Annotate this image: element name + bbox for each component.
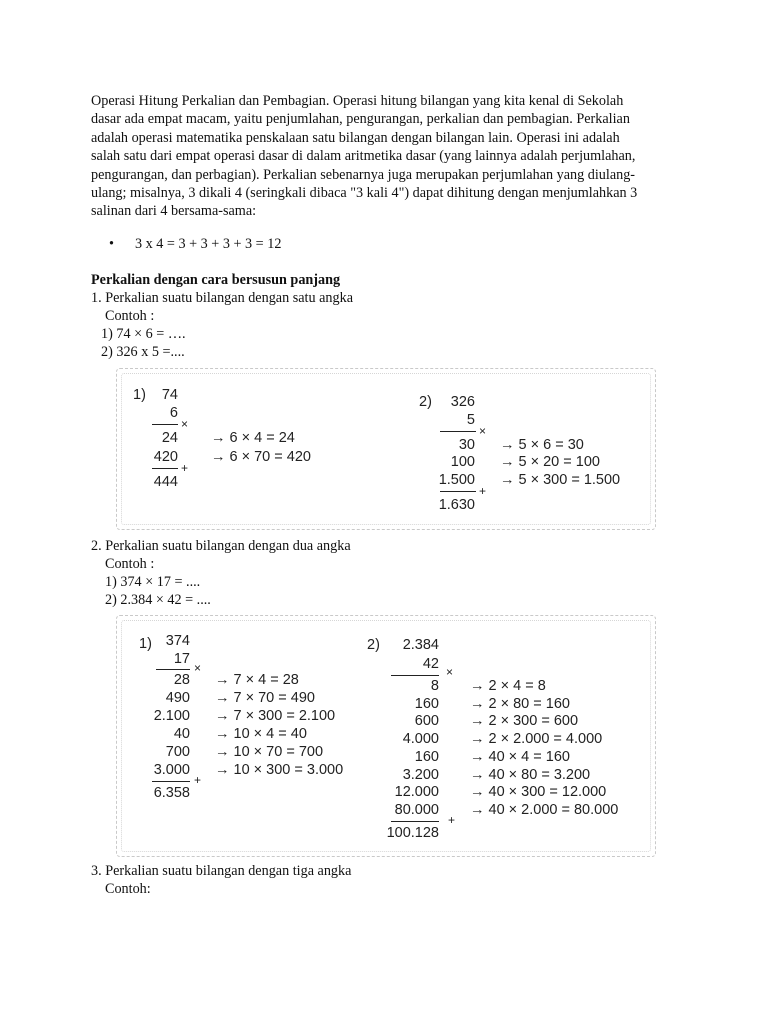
partial-product: 3.000 xyxy=(153,762,190,778)
partial-note: → 6 × 4 = 24 xyxy=(211,430,295,446)
partial-note: → 7 × 4 = 28 xyxy=(215,672,299,688)
partial-note: → 7 × 70 = 490 xyxy=(215,690,315,706)
partial-product: 490 xyxy=(165,690,190,706)
multiplicand: 326 xyxy=(450,394,475,410)
partial-product: 80.000 xyxy=(394,802,439,818)
partial-product: 700 xyxy=(165,744,190,760)
times-sign: × xyxy=(446,665,454,679)
intro-paragraph xyxy=(91,92,681,221)
partial-product: 12.000 xyxy=(394,784,439,800)
intro-line: dasar ada empat macam, yaitu penjumlahan, pengurangan, perkalian dan pembagian. Perkalian xyxy=(91,111,630,128)
intro-line: adalah operasi matematika penskalaan satu bilangan dengan bilangan lain. Operasi ini adalah xyxy=(91,129,620,146)
final-result: 100.128 xyxy=(386,825,439,841)
intro-line: salinan dari 4 bersama-sama: xyxy=(91,203,257,220)
partial-product: 24 xyxy=(161,430,178,446)
partial-product: 30 xyxy=(458,437,475,453)
partial-product: 100 xyxy=(450,454,475,470)
partial-product: 600 xyxy=(414,713,439,729)
final-result: 1.630 xyxy=(438,497,475,513)
multiplier: 17 xyxy=(173,651,190,667)
bullet-dot: • xyxy=(109,236,114,252)
partial-note: → 10 × 70 = 700 xyxy=(215,744,324,760)
partial-product: 160 xyxy=(414,696,439,712)
partial-product: 40 xyxy=(173,726,190,742)
partial-note: → 6 × 70 = 420 xyxy=(211,449,311,465)
partial-note: → 5 × 6 = 30 xyxy=(500,437,584,453)
partial-note: → 40 × 4 = 160 xyxy=(470,749,570,765)
multiply-rule xyxy=(152,424,178,425)
intro-line: ulang; misalnya, 3 dikali 4 (seringkali dibaca "3 kali 4") dapat dihitung dengan menjumlahkan 3 xyxy=(91,185,638,202)
partial-note: → 40 × 2.000 = 80.000 xyxy=(470,802,619,818)
example-label: 1) xyxy=(139,636,152,652)
partial-note: → 2 × 4 = 8 xyxy=(470,678,546,694)
section1-contoh: Contoh : xyxy=(105,308,155,324)
partial-product: 3.200 xyxy=(402,767,439,783)
partial-note: → 40 × 80 = 3.200 xyxy=(470,767,591,783)
example-label: 2) xyxy=(419,394,432,410)
section2-example-1: 1) 374 × 17 = .... xyxy=(105,574,201,590)
partial-product: 28 xyxy=(173,672,190,688)
section2-contoh: Contoh : xyxy=(105,556,155,572)
multiply-rule xyxy=(440,431,476,432)
plus-sign: + xyxy=(181,461,189,475)
sum-rule xyxy=(152,468,178,469)
partial-product: 1.500 xyxy=(438,472,475,488)
multiplicand: 74 xyxy=(161,387,178,403)
sum-rule xyxy=(152,781,190,782)
plus-sign: + xyxy=(194,773,202,787)
partial-product: 420 xyxy=(153,449,178,465)
plus-sign: + xyxy=(448,813,456,827)
partial-note: → 7 × 300 = 2.100 xyxy=(215,708,336,724)
final-result: 444 xyxy=(153,474,178,490)
partial-note: → 5 × 300 = 1.500 xyxy=(500,472,621,488)
section2-example-2: 2) 2.384 × 42 = .... xyxy=(105,592,211,608)
section3-contoh: Contoh: xyxy=(105,881,151,897)
bullet-item xyxy=(109,236,281,253)
multiplier: 5 xyxy=(466,412,475,428)
section1-example-1: 1) 74 × 6 = …. xyxy=(101,326,186,342)
plus-sign: + xyxy=(479,484,487,498)
example-label: 1) xyxy=(133,387,146,403)
example-label: 2) xyxy=(367,637,380,653)
intro-line: pengurangan, dan perbagian). Perkalian sebenarnya juga merupakan perjumlahan yang diulang- xyxy=(91,166,636,183)
sum-rule xyxy=(391,821,439,822)
multiplicand: 374 xyxy=(165,633,190,649)
partial-note: → 2 × 2.000 = 4.000 xyxy=(470,731,603,747)
section-heading: Perkalian dengan cara bersusun panjang xyxy=(91,272,341,288)
bullet-text: 3 x 4 = 3 + 3 + 3 + 3 = 12 xyxy=(135,236,282,252)
multiply-rule xyxy=(156,669,190,670)
times-sign: × xyxy=(181,417,189,431)
section1-example-2: 2) 326 x 5 =.... xyxy=(101,344,185,360)
section3-title: 3. Perkalian suatu bilangan dengan tiga angka xyxy=(91,863,352,879)
partial-product: 160 xyxy=(414,749,439,765)
multiplicand: 2.384 xyxy=(402,637,439,653)
multiplier: 42 xyxy=(422,656,439,672)
partial-product: 2.100 xyxy=(153,708,190,724)
intro-line: salah satu dari empat operasi dasar di dalam aritmetika dasar (yang lainnya adalah perjumlahan, xyxy=(91,148,636,165)
multiplier: 6 xyxy=(169,405,178,421)
partial-product: 8 xyxy=(430,678,439,694)
final-result: 6.358 xyxy=(153,785,190,801)
partial-note: → 40 × 300 = 12.000 xyxy=(470,784,607,800)
partial-note: → 10 × 300 = 3.000 xyxy=(215,762,344,778)
section1-title: 1. Perkalian suatu bilangan dengan satu angka xyxy=(91,290,353,306)
times-sign: × xyxy=(194,661,202,675)
sum-rule xyxy=(440,491,476,492)
section2-title: 2. Perkalian suatu bilangan dengan dua angka xyxy=(91,538,351,554)
times-sign: × xyxy=(479,424,487,438)
intro-line: Operasi Hitung Perkalian dan Pembagian. Operasi hitung bilangan yang kita kenal di Sekolah xyxy=(91,93,624,109)
partial-note: → 2 × 80 = 160 xyxy=(470,696,570,712)
partial-note: → 5 × 20 = 100 xyxy=(500,454,600,470)
partial-product: 4.000 xyxy=(402,731,439,747)
partial-note: → 10 × 4 = 40 xyxy=(215,726,307,742)
multiply-rule xyxy=(391,675,439,676)
partial-note: → 2 × 300 = 600 xyxy=(470,713,579,729)
